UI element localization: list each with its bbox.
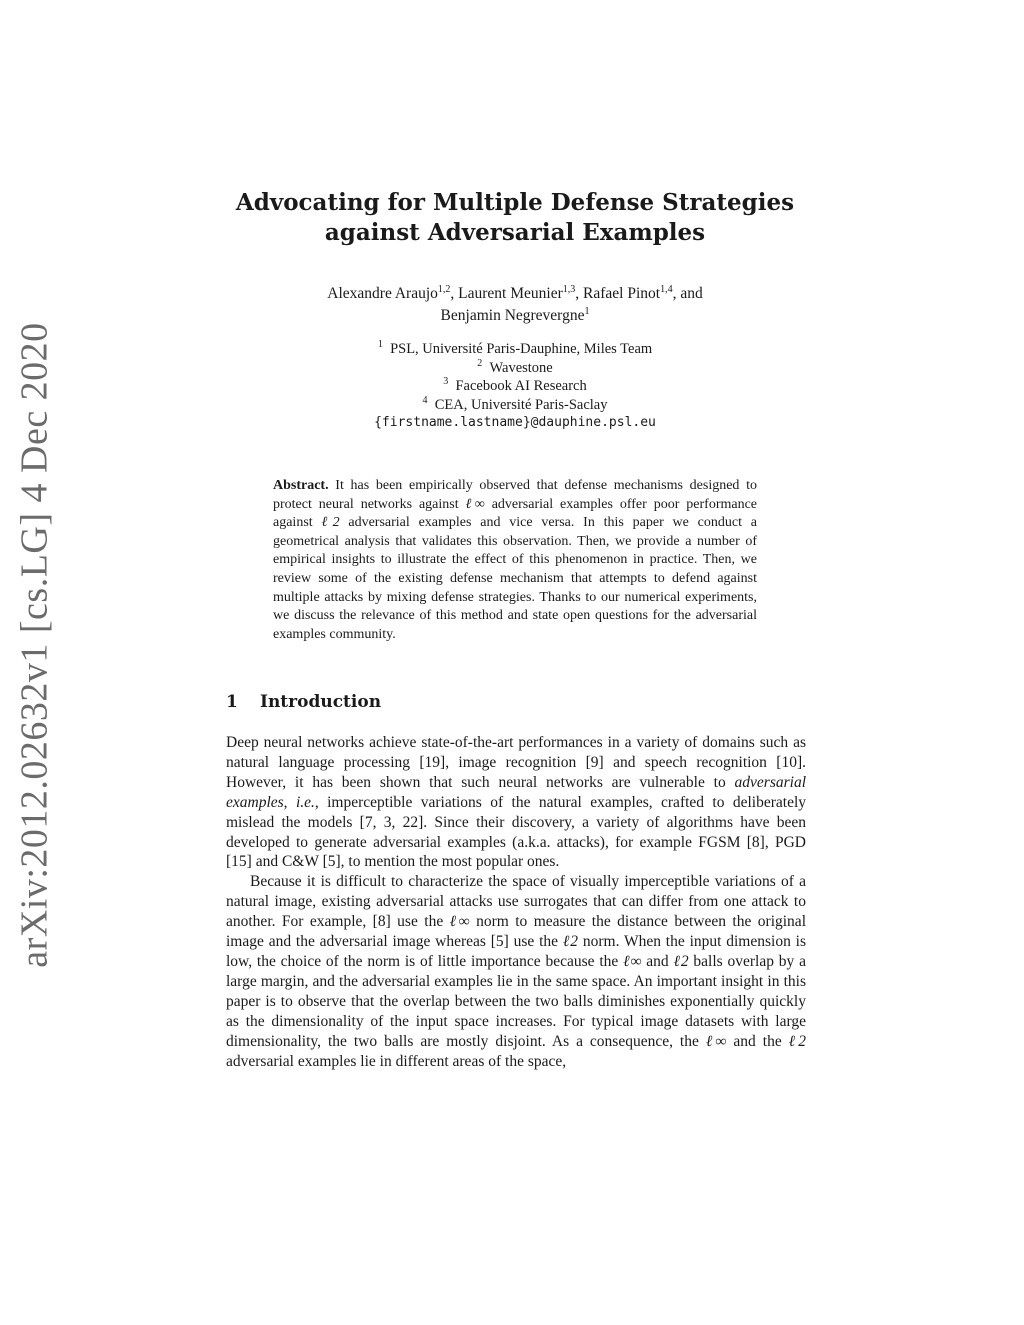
- math-symbol: ℓ2: [562, 933, 579, 951]
- math-symbol: ℓ∞: [465, 496, 485, 512]
- author-name: Alexandre Araujo: [327, 285, 438, 302]
- affiliation-sup: 2: [477, 357, 483, 369]
- text-run: balls overlap by a large margin, and the adversarial examples lie in the same space. An important insight in this paper is to observe that the overlap between the two balls diminishes exponentially quickly as the dimensionality of the input space increases. For typical image datasets with large dimensionality, the two balls are mostly disjoint. As a consequence, the: [226, 952, 806, 1050]
- section-title: Introduction: [260, 692, 382, 712]
- text-run: adversarial examples lie in different areas of the space,: [226, 1052, 567, 1070]
- arxiv-id-text: arXiv:2012.02632v1 [cs.LG] 4 Dec 2020: [14, 322, 56, 968]
- math-symbol: ℓ2: [673, 952, 689, 970]
- text-run: ,: [283, 793, 296, 811]
- italic-run: i.e.: [295, 793, 315, 811]
- title-line-1: Advocating for Multiple Defense Strategies: [235, 189, 795, 216]
- author-separator: ,: [575, 285, 583, 302]
- affiliation-sup: 1: [377, 339, 383, 351]
- affiliation-text: Wavestone: [489, 359, 553, 376]
- math-symbol: ℓ2: [788, 1032, 806, 1050]
- abstract: [273, 477, 757, 644]
- affiliation-text: PSL, Université Paris-Dauphine, Miles Team: [390, 341, 653, 357]
- affiliation-sup: 4: [422, 394, 428, 406]
- author-affil-sup: 1: [584, 305, 590, 317]
- text-run: , imperceptible variations of the natural examples, crafted to deliberately mislead the models [7, 3, 22]. Since their discovery, a variety of algorithms have been developed to generate adversarial examples (a.k.a. attacks), for example FGSM [8], PGD [15] and C&W [5], to mention the most popular ones.: [226, 793, 807, 871]
- author-name: Rafael Pinot: [583, 285, 661, 302]
- text-run: norm to measure the distance between the original image and the adversarial image whereas [5] use the: [226, 913, 806, 951]
- text-run: and: [641, 952, 674, 970]
- abstract-label: Abstract.: [273, 478, 329, 493]
- introduction-body: [226, 733, 806, 1071]
- section-heading-introduction: [226, 692, 806, 712]
- abstract-text: It has been empirically observed that defense mechanisms designed to protect neural networks against: [273, 478, 757, 512]
- affiliation: [230, 359, 800, 378]
- author-list: [230, 283, 800, 327]
- paper-title: [200, 188, 830, 248]
- math-symbol: ℓ∞: [623, 952, 642, 970]
- arxiv-identifier-stamp: [10, 322, 60, 968]
- affiliation: [230, 377, 800, 396]
- affiliation-text: CEA, Université Paris-Saclay: [434, 396, 608, 413]
- text-run: Deep neural networks achieve state-of-the-art performances in a variety of domains such as natural language processing [19], image recognition [9] and speech recognition [10]. However, it has been shown that such neural networks are vulnerable to: [226, 734, 806, 791]
- affiliation: [230, 340, 800, 359]
- math-symbol: ℓ∞: [449, 913, 470, 931]
- italic-run: adversarial examples: [226, 773, 806, 811]
- affiliation: [230, 396, 800, 415]
- author-affil-sup: 1,2: [437, 283, 451, 295]
- author-email: {firstname.lastname}@dauphine.psl.eu: [374, 415, 656, 430]
- text-run: norm. When the input dimension is low, the choice of the norm is of little importance because the: [226, 933, 806, 970]
- text-run: and the: [726, 1032, 789, 1050]
- affiliation-sup: 3: [443, 376, 449, 388]
- math-symbol: ℓ2: [321, 515, 340, 531]
- abstract-text: adversarial examples and vice versa. In this paper we conduct a geometrical analysis that validates this observation. Then, we provide a number of empirical insights to illustrate the effect of this phenomenon in practice. Then, we review some of the existing defense mechanism that attempts to defend against multiple attacks by mixing defense strategies. Thanks to our numerical experiments, we discuss the relevance of this method and state open questions for the adversarial examples community.: [273, 515, 757, 642]
- affiliation-list: [230, 340, 800, 433]
- affiliation-text: Facebook AI Research: [455, 378, 587, 394]
- title-line-2: against Adversarial Examples: [324, 219, 706, 246]
- math-symbol: ℓ∞: [705, 1032, 727, 1050]
- paragraph: [226, 872, 806, 1071]
- author-name: Laurent Meunier: [458, 285, 563, 302]
- author-affil-sup: 1,4: [660, 283, 673, 295]
- abstract-text: adversarial examples offer poor performance against: [273, 496, 758, 531]
- author-separator: ,: [450, 285, 459, 302]
- text-run: Because it is difficult to characterize the space of visually imperceptible variations of a natural image, existing adversarial attacks use surrogates that can differ from one attack to another. For example, [8] use the: [226, 873, 806, 931]
- author-and: , and: [672, 285, 703, 302]
- author-affil-sup: 1,3: [562, 283, 576, 295]
- section-number: 1: [226, 692, 238, 712]
- paragraph: [226, 733, 806, 872]
- author-name: Benjamin Negrevergne: [440, 307, 585, 324]
